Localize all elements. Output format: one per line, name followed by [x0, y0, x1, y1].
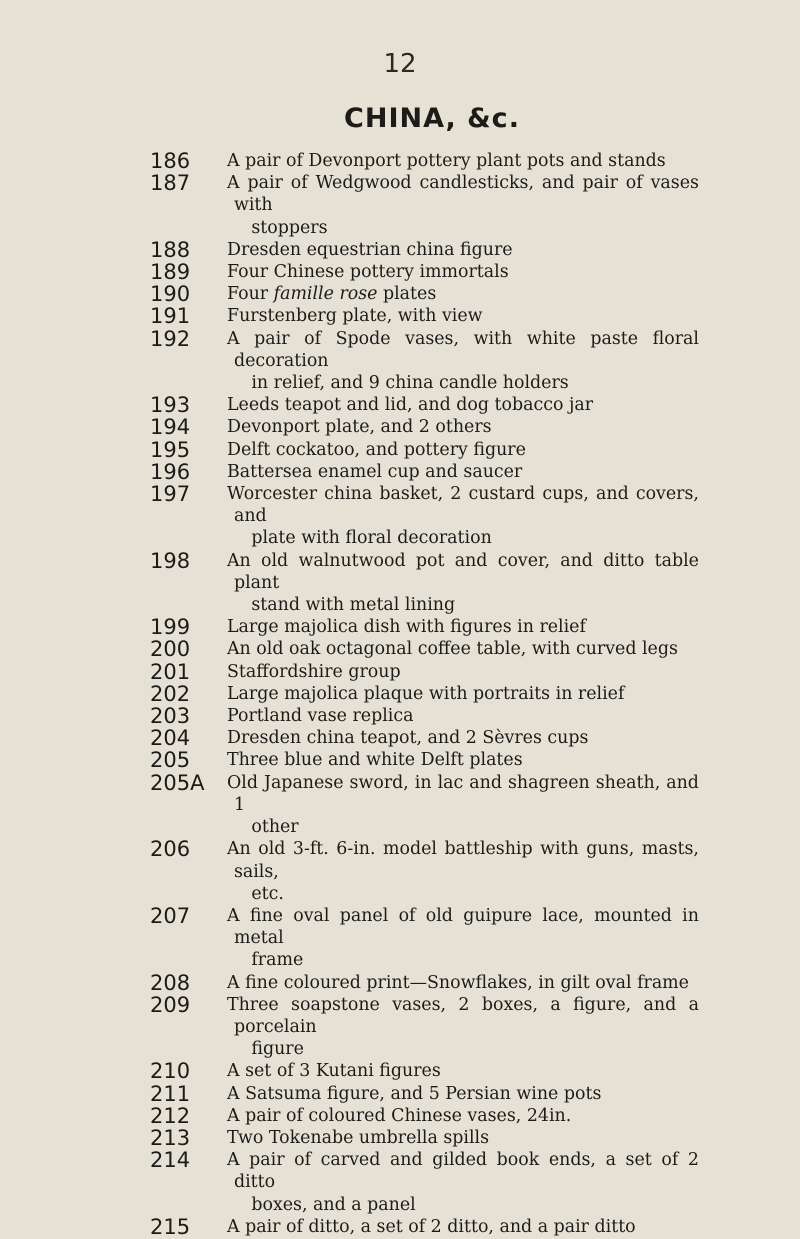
- lot-item: [150, 394, 790, 416]
- lot-description: [227, 661, 699, 683]
- lot-item: [150, 150, 790, 172]
- lot-number: 209: [150, 992, 191, 1017]
- lot-item: [150, 1216, 790, 1238]
- lot-number: 193: [150, 393, 191, 418]
- lot-description-line: Staffordshire group: [227, 661, 401, 682]
- lot-description-line: Worcester china basket, 2 custard cups, and covers, and: [227, 484, 699, 527]
- lot-item: [150, 283, 790, 305]
- lot-description: [227, 905, 699, 972]
- lot-item: [150, 727, 790, 749]
- lot-description: [227, 972, 699, 994]
- lot-description-continuation: stoppers: [251, 217, 328, 238]
- lot-description-line: Old Japanese sword, in lac and shagreen sheath, and 1: [227, 772, 699, 815]
- lot-item: [150, 1060, 790, 1082]
- lot-description: [227, 305, 699, 327]
- lot-item: [150, 638, 790, 660]
- lot-item: [150, 1105, 790, 1127]
- lot-description-line: Battersea enamel cup and saucer: [227, 461, 523, 482]
- lot-description-line: Three soapstone vases, 2 boxes, a figure, and a porcelain: [227, 994, 699, 1037]
- lot-item: [150, 616, 790, 638]
- lot-number: 205: [150, 748, 191, 773]
- lot-description-line: An old 3-ft. 6-in. model battleship with guns, masts, sails,: [227, 839, 699, 882]
- lot-item: [150, 261, 790, 283]
- lot-number: 206: [150, 837, 191, 862]
- lot-number: 214: [150, 1148, 191, 1173]
- lot-number: 196: [150, 459, 191, 484]
- lot-number: 210: [150, 1059, 191, 1084]
- lot-item: [150, 1083, 790, 1105]
- lot-description-continuation: etc.: [251, 883, 284, 904]
- lot-description-line: Portland vase replica: [227, 706, 414, 727]
- lot-number: 211: [150, 1081, 191, 1106]
- lot-description: [227, 1083, 699, 1105]
- lot-item: [150, 661, 790, 683]
- page-title: CHINA, &c.: [344, 103, 520, 134]
- lot-description-line: Devonport plate, and 2 others: [227, 417, 492, 438]
- lot-item: [150, 172, 790, 239]
- lot-item: [150, 838, 790, 905]
- lot-item: [150, 416, 790, 438]
- lot-description: [227, 727, 699, 749]
- lot-item: [150, 772, 790, 839]
- lot-description: [227, 749, 699, 771]
- lot-description-line: Dresden equestrian china figure: [227, 239, 513, 260]
- lot-description-continuation: stand with metal lining: [251, 595, 456, 616]
- lot-description-line: Dresden china teapot, and 2 Sèvres cups: [227, 728, 589, 749]
- lot-number: 212: [150, 1103, 191, 1128]
- lot-item: [150, 328, 790, 395]
- lot-description: [227, 261, 699, 283]
- lot-item: [150, 683, 790, 705]
- lot-description-continuation: boxes, and a panel: [251, 1194, 416, 1215]
- lot-item: [150, 461, 790, 483]
- lot-description: [227, 705, 699, 727]
- lot-number: 201: [150, 659, 191, 684]
- lot-description: [227, 1060, 699, 1082]
- lot-description-line: A pair of Wedgwood candlesticks, and pair of vases with: [227, 173, 699, 216]
- lot-number: 207: [150, 903, 191, 928]
- lot-item: [150, 239, 790, 261]
- lot-description: [227, 838, 699, 905]
- lot-number: 190: [150, 282, 191, 307]
- lot-description-line: Delft cockatoo, and pottery figure: [227, 439, 526, 460]
- lot-number: 200: [150, 637, 191, 662]
- lot-description-line: A pair of Devonport pottery plant pots and stands: [227, 151, 666, 171]
- lot-description-continuation: frame: [251, 950, 304, 971]
- lot-number: 215: [150, 1214, 191, 1239]
- lot-number: 194: [150, 415, 191, 440]
- lot-description-continuation: in relief, and 9 china candle holders: [251, 373, 569, 394]
- lot-item: [150, 749, 790, 771]
- lot-description-continuation: plate with floral decoration: [251, 528, 492, 549]
- lot-number: 192: [150, 326, 191, 351]
- lot-description: [227, 1105, 699, 1127]
- lot-number: 188: [150, 237, 191, 262]
- lot-description-continuation: figure: [251, 1039, 304, 1060]
- lot-description-line: A pair of coloured Chinese vases, 24in.: [227, 1105, 572, 1126]
- lot-description: [227, 1216, 699, 1238]
- lot-description-line: Leeds teapot and lid, and dog tobacco jar: [227, 395, 594, 416]
- lot-description-line: A pair of ditto, a set of 2 ditto, and a pair ditto: [227, 1216, 636, 1237]
- lot-description: [227, 416, 699, 438]
- lot-description: [227, 394, 699, 416]
- lot-description: [227, 638, 699, 660]
- lot-description: [227, 439, 699, 461]
- lot-item: [150, 1149, 790, 1216]
- lot-description-line: Three blue and white Delft plates: [227, 750, 523, 771]
- lot-number: 198: [150, 548, 191, 573]
- lot-description-line: An old walnutwood pot and cover, and ditto table plant: [227, 550, 699, 593]
- lot-description: [227, 283, 699, 305]
- lot-number: 208: [150, 970, 191, 995]
- lot-item: [150, 439, 790, 461]
- lot-number: 195: [150, 437, 191, 462]
- lot-description: [227, 772, 699, 839]
- lot-number: 202: [150, 681, 191, 706]
- lot-description-line: Large majolica dish with figures in relief: [227, 617, 586, 638]
- lot-description-line: A Satsuma figure, and 5 Persian wine pots: [227, 1083, 602, 1104]
- lot-description-line: Large majolica plaque with portraits in relief: [227, 683, 625, 704]
- lot-number: 189: [150, 260, 191, 285]
- lot-item: [150, 1127, 790, 1149]
- lot-description: [227, 172, 699, 239]
- lot-description-line: A pair of Spode vases, with white paste floral decoration: [227, 328, 699, 371]
- lot-item: [150, 972, 790, 994]
- lot-description: [227, 328, 699, 395]
- lot-item: [150, 905, 790, 972]
- lot-number: 186: [150, 149, 191, 173]
- lot-item: [150, 483, 790, 550]
- lot-description: [227, 239, 699, 261]
- lot-number: 187: [150, 171, 191, 196]
- lot-item: [150, 994, 790, 1061]
- lot-description-line: A fine oval panel of old guipure lace, mounted in metal: [227, 905, 699, 949]
- lot-description-line: Furstenberg plate, with view: [227, 306, 483, 327]
- lot-description-line: A fine coloured print—Snowflakes, in gilt oval frame: [227, 972, 689, 993]
- lot-number: 203: [150, 704, 191, 729]
- lot-item: [150, 705, 790, 727]
- lot-number: 205A: [150, 770, 205, 795]
- lot-description: [227, 550, 699, 617]
- page-number: 12: [383, 49, 417, 79]
- lot-description-line: Four famille rose plates: [227, 284, 437, 305]
- lot-description: [227, 683, 699, 705]
- lot-description-line: Two Tokenabe umbrella spills: [227, 1127, 490, 1148]
- lot-description: [227, 1149, 699, 1216]
- lot-number: 191: [150, 304, 191, 329]
- lot-description-line: A pair of carved and gilded book ends, a set of 2 ditto: [227, 1150, 699, 1193]
- lot-number: 204: [150, 726, 191, 751]
- lot-list: [150, 150, 790, 1238]
- lot-item: [150, 550, 790, 617]
- lot-description-line: An old oak octagonal coffee table, with curved legs: [227, 639, 678, 660]
- lot-description: [227, 616, 699, 638]
- lot-number: 197: [150, 482, 191, 507]
- lot-description: [227, 461, 699, 483]
- lot-item: [150, 305, 790, 327]
- lot-number: 213: [150, 1125, 191, 1150]
- lot-description: [227, 150, 699, 172]
- lot-description: [227, 994, 699, 1061]
- lot-description: [227, 483, 699, 550]
- lot-description-continuation: other: [251, 817, 299, 838]
- lot-number: 199: [150, 615, 191, 640]
- lot-description: [227, 1127, 699, 1149]
- lot-description-line: A set of 3 Kutani figures: [227, 1061, 441, 1082]
- lot-description-line: Four Chinese pottery immortals: [227, 262, 509, 283]
